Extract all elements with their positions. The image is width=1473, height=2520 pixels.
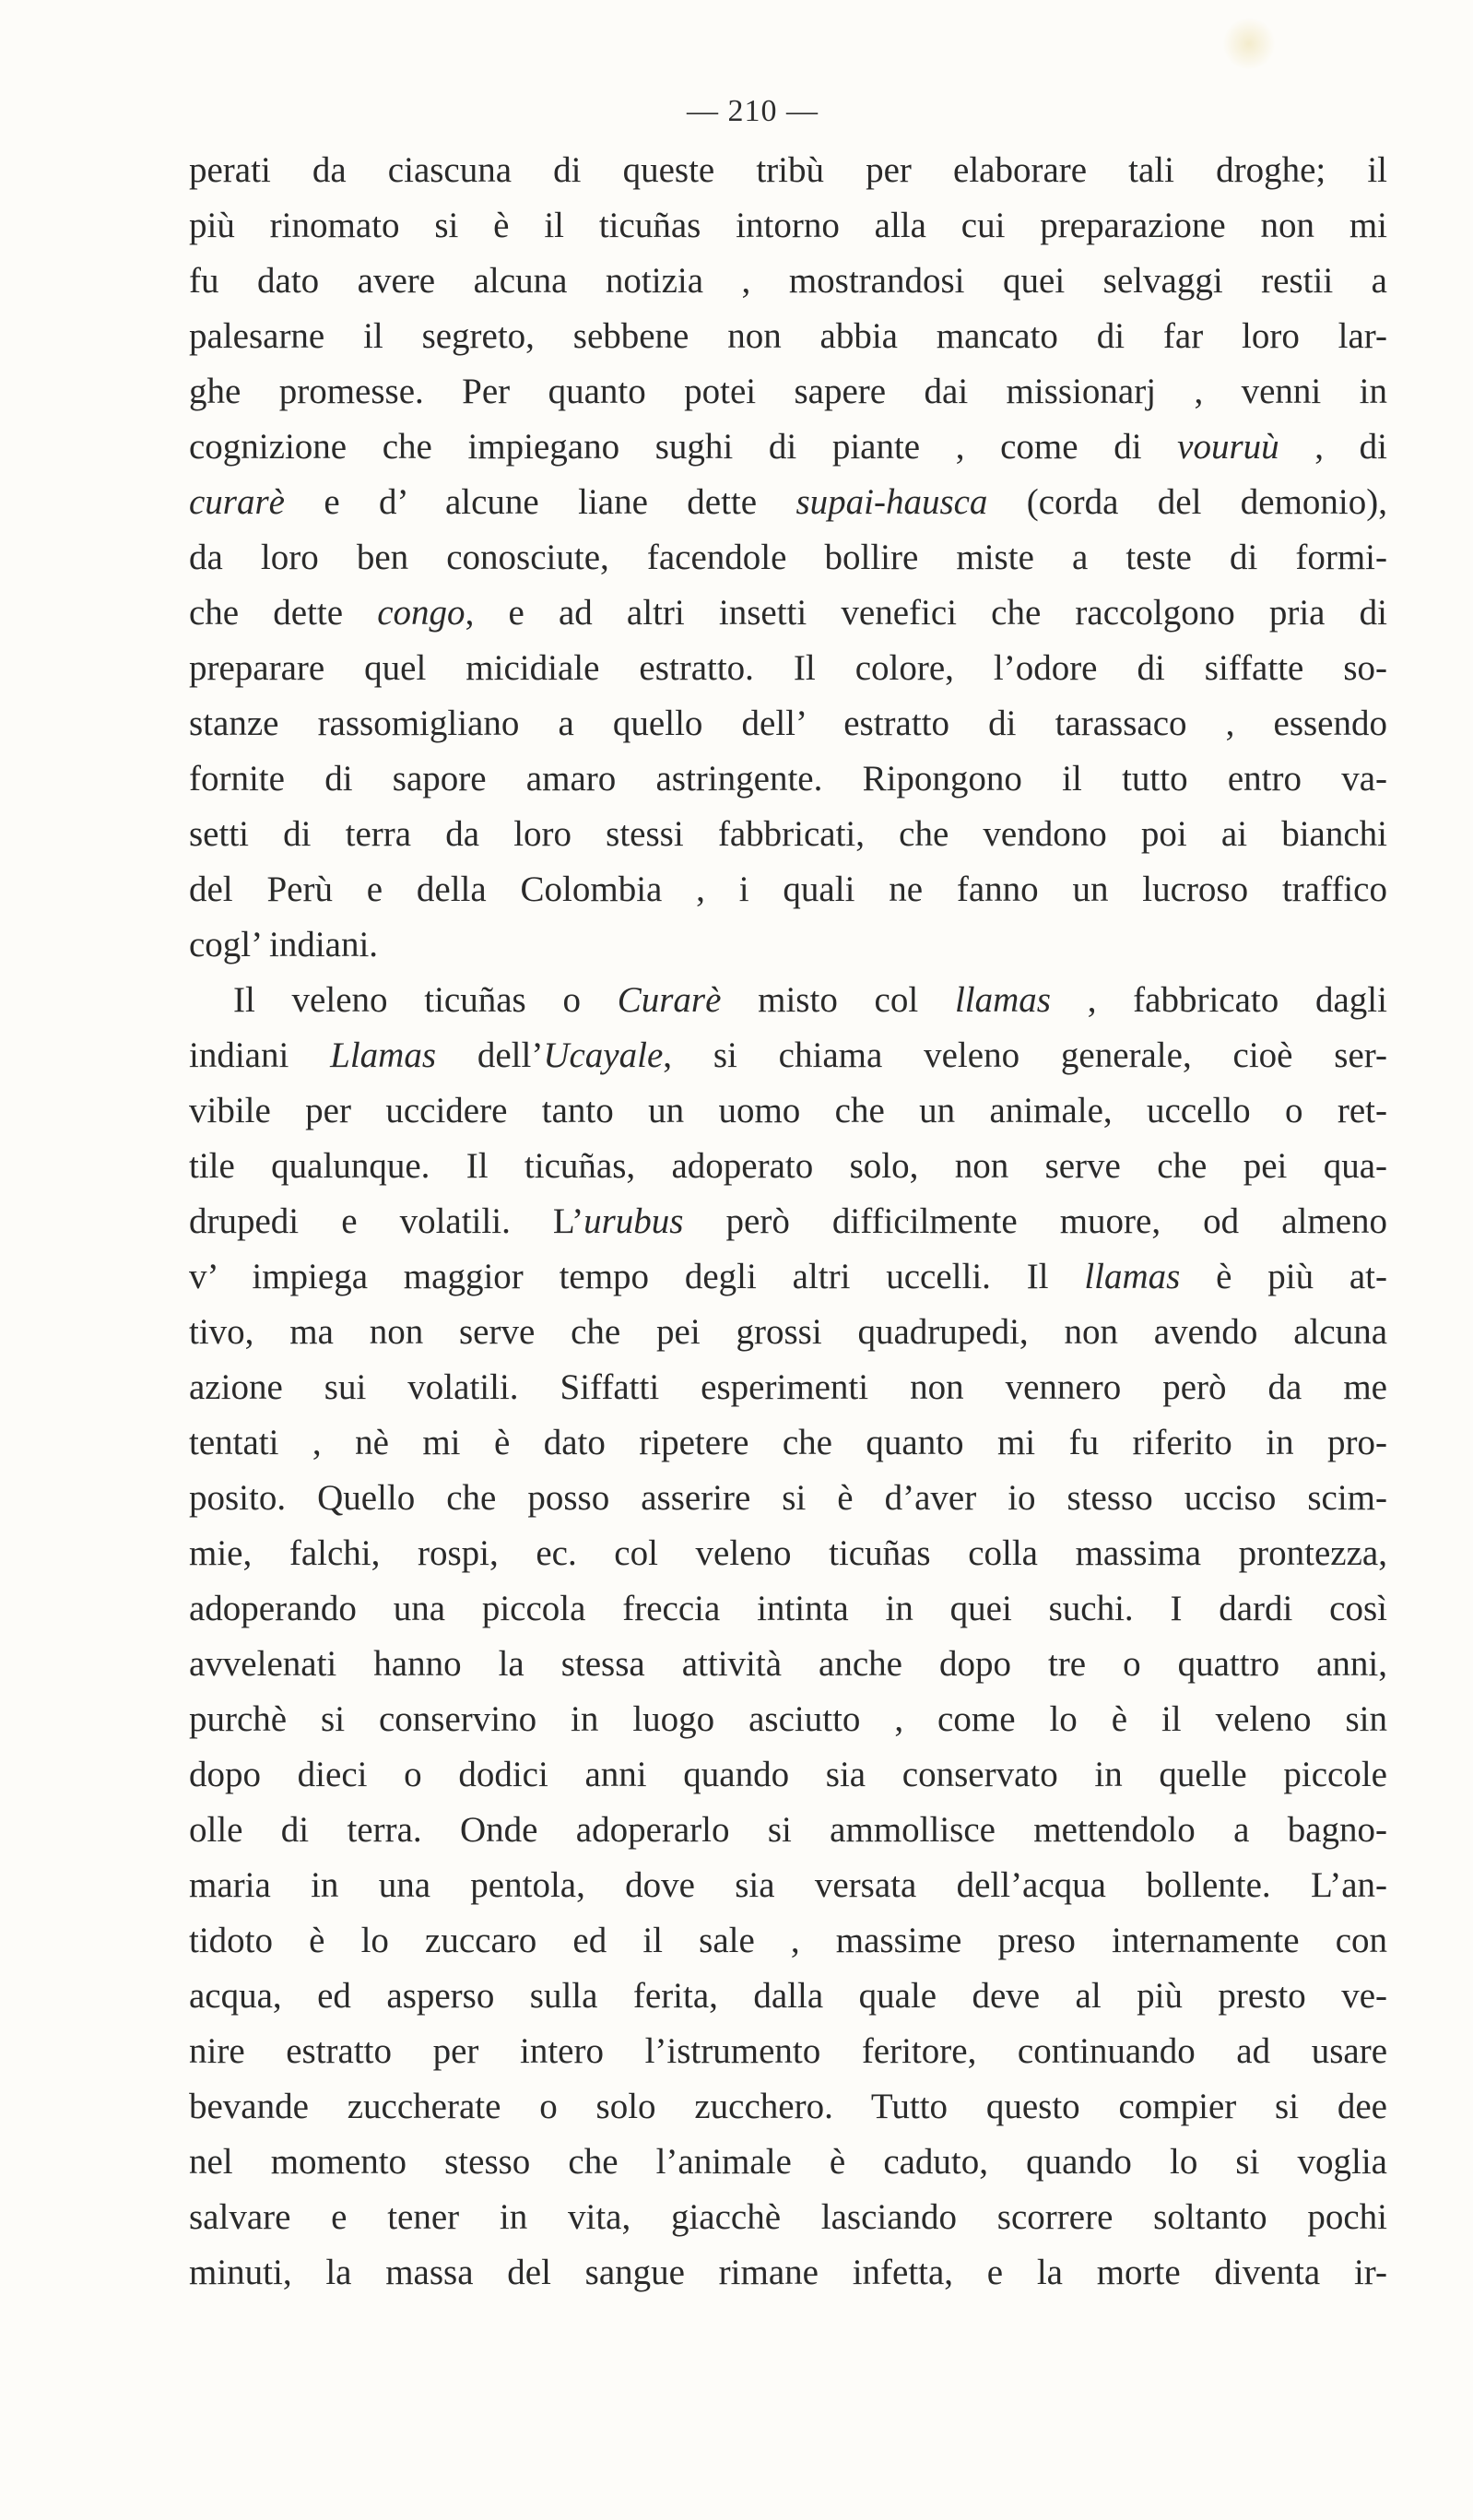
text-span: , e ad altri insetti venefici che raccolgono pria di <box>465 593 1387 633</box>
text-span: nel momento stesso che l’animale è caduto, quando lo si voglia <box>189 2142 1387 2182</box>
text-span: , fabbricato dagli <box>1050 980 1387 1020</box>
text-span: salvare e tener in vita, giacchè lasciando scorrere soltanto pochi <box>189 2197 1387 2237</box>
text-span: , si chiama veleno generale, cioè ser- <box>663 1035 1387 1075</box>
text-line <box>189 1637 1387 1692</box>
text-line <box>189 2024 1387 2079</box>
text-line <box>189 862 1387 917</box>
paper-stain <box>1221 18 1277 69</box>
text-line <box>189 1415 1387 1471</box>
italic-term: llamas <box>954 980 1051 1020</box>
text-line <box>189 973 1387 1028</box>
text-span: del Perù e della Colombia , i quali ne fanno un lucroso traffico <box>189 870 1387 909</box>
text-span: palesarne il segreto, sebbene non abbia mancato di far loro lar- <box>189 316 1387 356</box>
text-span: però difficilmente muore, od almeno <box>683 1201 1388 1241</box>
text-line <box>189 1526 1387 1581</box>
text-line <box>189 1747 1387 1803</box>
text-line <box>189 309 1387 364</box>
text-span: è più at- <box>1180 1257 1388 1296</box>
text-span: , di <box>1279 427 1387 467</box>
body-text <box>189 143 1387 2301</box>
text-line <box>189 751 1387 807</box>
text-line <box>189 1692 1387 1747</box>
italic-term: Ucayale <box>543 1035 664 1075</box>
text-line <box>189 2079 1387 2135</box>
text-span: nire estratto per intero l’istrumento feritore, continuando ad usare <box>189 2031 1387 2071</box>
text-line <box>189 530 1387 586</box>
text-span: fu dato avere alcuna notizia , mostrandosi quei selvaggi restii a <box>189 261 1387 301</box>
text-line <box>189 917 1387 973</box>
text-line <box>189 1194 1387 1249</box>
text-span: che dette <box>189 593 378 633</box>
text-span: v’ impiega maggior tempo degli altri uccelli. Il <box>189 1257 1085 1296</box>
italic-term: vouruù <box>1177 427 1279 467</box>
text-span: più rinomato si è il ticuñas intorno alla cui preparazione non mi <box>189 206 1387 245</box>
italic-term: urubus <box>583 1201 684 1241</box>
text-span: da loro ben conosciute, facendole bollire miste a teste di formi- <box>189 538 1387 577</box>
italic-term: congo <box>377 593 465 633</box>
text-span: posito. Quello che posso asserire si è d’aver io stesso ucciso scim- <box>189 1478 1387 1518</box>
text-line <box>189 1305 1387 1360</box>
text-span: purchè si conservino in luogo asciutto , come lo è il veleno sin <box>189 1699 1387 1739</box>
text-span: fornite di sapore amaro astringente. Ripongono il tutto entro va- <box>189 759 1387 799</box>
text-span: vibile per uccidere tanto un uomo che un animale, uccello o ret- <box>189 1091 1387 1130</box>
text-span: bevande zuccherate o solo zucchero. Tutto questo compier si dee <box>189 2087 1387 2126</box>
text-line <box>189 1249 1387 1305</box>
text-line <box>189 1969 1387 2024</box>
text-span: stanze rassomigliano a quello dell’ estratto di tarassaco , essendo <box>189 704 1387 743</box>
italic-term: llamas <box>1084 1257 1181 1296</box>
text-span: tile qualunque. Il ticuñas, adoperato solo, non serve che pei qua- <box>189 1146 1387 1186</box>
text-line <box>189 143 1387 198</box>
text-span: maria in una pentola, dove sia versata dell’acqua bollente. L’an- <box>189 1865 1387 1905</box>
text-line <box>189 1028 1387 1083</box>
text-line <box>189 198 1387 254</box>
page-number: — 210 — <box>687 94 819 128</box>
text-span: ghe promesse. Per quanto potei sapere dai missionarj , venni in <box>189 372 1387 411</box>
text-span: azione sui volatili. Siffatti esperimenti non vennero però da me <box>189 1367 1387 1407</box>
text-line <box>189 1083 1387 1139</box>
text-span: olle di terra. Onde adoperarlo si ammollisce mettendolo a bagno- <box>189 1810 1387 1850</box>
text-line <box>189 1139 1387 1194</box>
text-line <box>189 641 1387 696</box>
text-span: cognizione che impiegano sughi di piante , come di <box>189 427 1178 467</box>
text-span: cogl’ indiani. <box>189 925 379 964</box>
italic-term: curarè <box>189 482 285 522</box>
text-line <box>189 1858 1387 1913</box>
text-span: preparare quel micidiale estratto. Il colore, l’odore di siffatte so- <box>189 648 1387 688</box>
text-line <box>189 254 1387 309</box>
text-line <box>189 2135 1387 2190</box>
text-span: (corda del demonio), <box>987 482 1387 522</box>
text-span: acqua, ed asperso sulla ferita, dalla quale deve al più presto ve- <box>189 1976 1387 2016</box>
text-line <box>189 1581 1387 1637</box>
text-span: e d’ alcune liane dette <box>284 482 796 522</box>
text-line <box>189 475 1387 530</box>
italic-term: Llamas <box>330 1035 437 1075</box>
text-line <box>189 1913 1387 1969</box>
text-span: tidoto è lo zuccaro ed il sale , massime preso internamente con <box>189 1921 1387 1960</box>
text-span: avvelenati hanno la stessa attività anche dopo tre o quattro anni, <box>189 1644 1387 1684</box>
text-span: drupedi e volatili. <box>189 1201 553 1241</box>
text-span: tivo, ma non serve che pei grossi quadrupedi, non avendo alcuna <box>189 1312 1387 1352</box>
text-span: perati da ciascuna di queste tribù per elaborare tali droghe; il <box>189 150 1387 190</box>
text-span: dell’ <box>436 1035 544 1075</box>
text-line <box>189 1471 1387 1526</box>
text-line <box>189 1360 1387 1415</box>
text-line <box>189 420 1387 475</box>
text-line <box>189 2190 1387 2245</box>
text-span: minuti, la massa del sangue rimane infetta, e la morte diventa ir- <box>189 2253 1387 2292</box>
text-span: adoperando una piccola freccia intinta in quei suchi. I dardi così <box>189 1589 1387 1628</box>
text-span: L’ <box>552 1201 584 1241</box>
text-span: dopo dieci o dodici anni quando sia conservato in quelle piccole <box>189 1755 1387 1794</box>
text-line <box>189 586 1387 641</box>
text-span: setti di terra da loro stessi fabbricati, che vendono poi ai bianchi <box>189 814 1387 854</box>
text-span: Il veleno ticuñas o <box>233 980 618 1020</box>
text-span: indiani <box>189 1035 331 1075</box>
text-line <box>189 807 1387 862</box>
text-line <box>189 2245 1387 2301</box>
text-span: tentati , nè mi è dato ripetere che quanto mi fu riferito in pro- <box>189 1423 1387 1462</box>
text-line <box>189 1803 1387 1858</box>
text-line <box>189 696 1387 751</box>
text-line <box>189 364 1387 420</box>
text-span: mie, falchi, rospi, ec. col veleno ticuñas colla massima prontezza, <box>189 1533 1387 1573</box>
italic-term: supai-hausca <box>795 482 988 522</box>
italic-term: Curarè <box>617 980 722 1020</box>
text-span: misto col <box>721 980 955 1020</box>
